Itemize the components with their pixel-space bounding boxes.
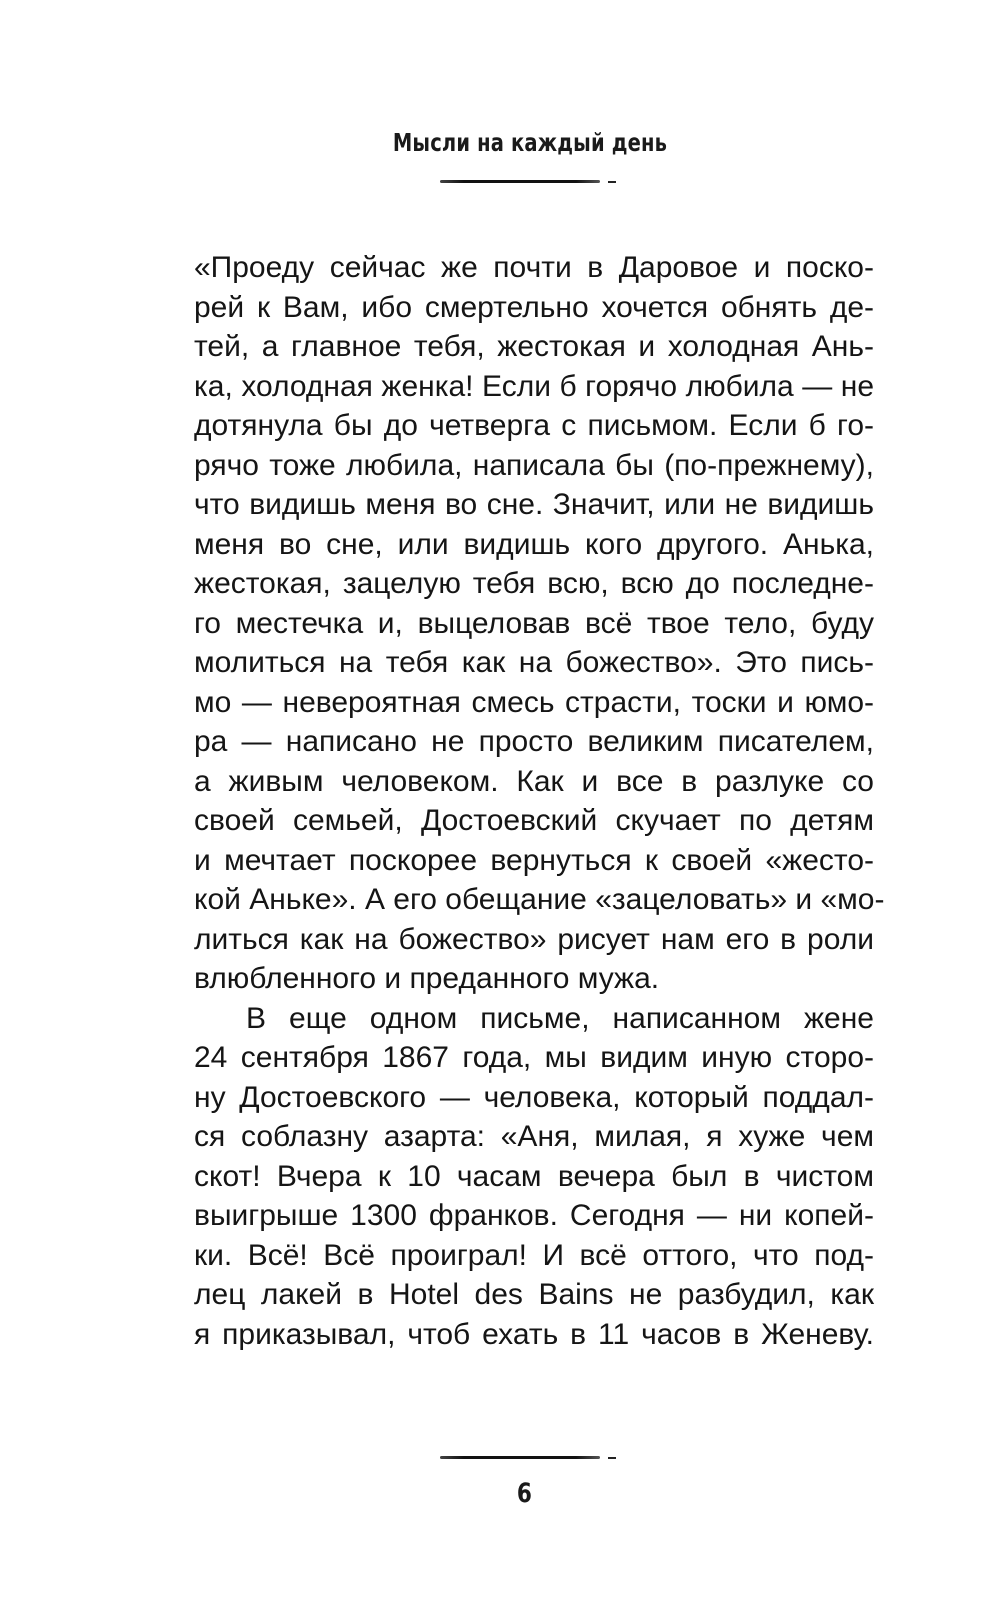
text-line: ну Достоевского — человека, который поддал- (194, 1080, 874, 1114)
running-head (117, 128, 897, 157)
text-line: ра — написано не просто великим писателем, (194, 725, 874, 758)
header-rule (440, 180, 616, 183)
text-line-paragraph-end: влюбленного и преданного мужа. (194, 962, 660, 995)
text-line: литься как на божество» рисует нам его в роли (194, 922, 874, 956)
text-line: жестокая, зацелую тебя всю, всю до последне- (194, 567, 874, 600)
text-line: ки. Всё! Всё проиграл! И всё оттого, что под- (194, 1238, 874, 1272)
text-line: выигрыше 1300 франков. Сегодня — ни копей- (194, 1199, 874, 1232)
text-line: рей к Вам, ибо смертельно хочется обнять де- (194, 290, 874, 324)
body-text (194, 248, 885, 1354)
text-line: рячо тоже любила, написала бы (по-прежнему), (194, 448, 874, 482)
text-line: ка, холодная женка! Если б горячо любила — не (194, 369, 874, 403)
running-head-title: Мысли на каждый день (392, 128, 668, 157)
text-line: молиться на тебя как на божество». Это пись- (194, 646, 874, 679)
page-number-value: 6 (516, 1478, 532, 1509)
text-line: 24 сентября 1867 года, мы видим иную сторо- (194, 1041, 874, 1074)
footer-rule (440, 1456, 616, 1459)
text-line: своей семьей, Достоевский скучает по детям (194, 804, 874, 837)
text-line: скот! Вчера к 10 часам вечера был в чистом (194, 1159, 874, 1193)
text-line: а живым человеком. Как и все в разлуке со (194, 764, 874, 798)
text-line: лец лакей в Hotel des Bains не разбудил, как (194, 1278, 874, 1311)
text-line: и мечтает поскорее вернуться к своей «жесто- (194, 843, 874, 877)
text-line-paragraph-start: В еще одном письме, написанном жене (246, 1001, 874, 1035)
text-line: «Проеду сейчас же почти в Даровое и поско- (194, 251, 874, 284)
text-line: кой Аньке». А его обещание «зацеловать» и «мо- (194, 883, 885, 916)
text-line: ся соблазну азарта: «Аня, милая, я хуже чем (194, 1120, 874, 1153)
text-line: го местечка и, выцеловав всё твое тело, буду (194, 606, 874, 640)
text-line: тей, а главное тебя, жестокая и холодная Ань- (194, 330, 874, 363)
text-line: меня во сне, или видишь кого другого. Анька, (194, 527, 874, 561)
page-number (0, 1478, 1000, 1509)
text-line: дотянула бы до четверга с письмом. Если б го- (194, 409, 874, 442)
text-line: что видишь меня во сне. Значит, или не видишь (194, 488, 874, 521)
text-line: мо — невероятная смесь страсти, тоски и юмо- (194, 685, 874, 719)
text-line: я приказывал, чтоб ехать в 11 часов в Женеву. (194, 1317, 874, 1351)
